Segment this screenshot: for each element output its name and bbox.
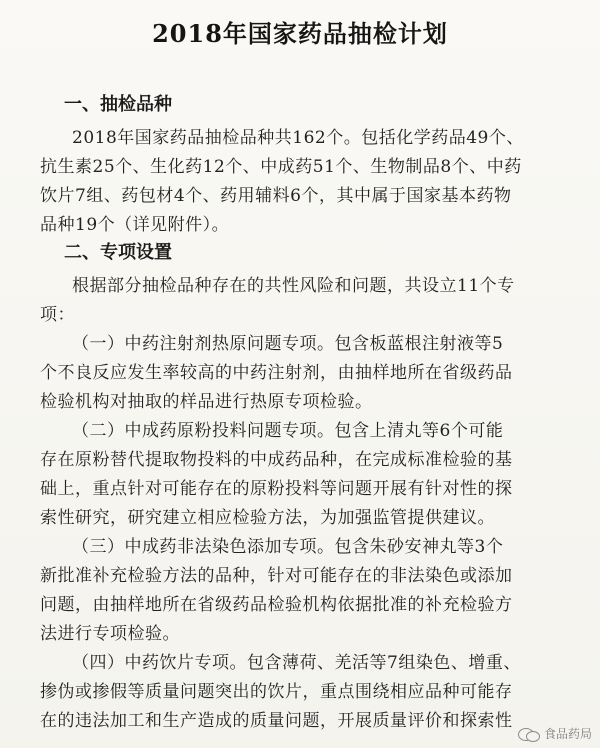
paragraph-line: 抗生素25个、生化药12个、中成药51个、生物制品8个、中药 <box>40 157 522 177</box>
watermark-text: 食品药局 <box>543 727 592 741</box>
paragraph-line: （四）中药饮片专项。包含薄荷、羌活等7组染色、增重、 <box>72 653 521 673</box>
paragraph-line: 饮片7组、药包材4个、药用辅料6个，其中属于国家基本药物 <box>40 186 512 206</box>
paragraph-line: 个不良反应发生率较高的中药注射剂，由抽样地所在省级药品 <box>40 363 513 383</box>
paragraph-line: 检验机构对抽取的样品进行热原专项检验。 <box>40 392 373 412</box>
paragraph-line: 在的违法加工和生产造成的质量问题，开展质量评价和探索性 <box>40 711 513 731</box>
paragraph-line: 掺伪或掺假等质量问题突出的饮片，重点围绕相应品种可能存 <box>40 682 513 702</box>
paragraph-line: 新批准补充检验方法的品种，针对可能存在的非法染色或添加 <box>40 566 513 586</box>
paragraph-line: 索性研究，研究建立相应检验方法，为加强监管提供建议。 <box>40 508 495 528</box>
document-title: 2018年国家药品抽检计划 <box>152 19 448 48</box>
paragraph-line: （一）中药注射剂热原问题专项。包含板蓝根注射液等5 <box>72 334 504 354</box>
paragraph-line: （三）中成药非法染色添加专项。包含朱砂安神丸等3个 <box>72 537 504 557</box>
section-heading-sampling-varieties: 一、抽检品种 <box>64 94 172 115</box>
paragraph-line: 础上，重点针对可能存在的原粉投料等问题开展有针对性的探 <box>40 479 513 499</box>
paragraph-line: 法进行专项检验。 <box>40 624 180 644</box>
paragraph-line: （二）中成药原粉投料问题专项。包含上清丸等6个可能 <box>72 421 504 441</box>
paragraph-line: 问题，由抽样地所在省级药品检验机构依据批准的补充检验方 <box>40 595 513 615</box>
paragraph-line: 品种19个（详见附件）。 <box>40 215 230 235</box>
section-heading-special-projects: 二、专项设置 <box>64 242 172 263</box>
wechat-icon <box>518 726 540 742</box>
paragraph-line: 2018年国家药品抽检品种共162个。包括化学药品49个、 <box>72 128 524 148</box>
paragraph-line: 项： <box>40 305 75 325</box>
paragraph-line: 存在原粉替代提取物投料的中成药品种，在完成标准检验的基 <box>40 450 513 470</box>
paragraph-line: 根据部分抽检品种存在的共性风险和问题，共设立11个专 <box>72 276 515 296</box>
watermark <box>518 725 592 742</box>
